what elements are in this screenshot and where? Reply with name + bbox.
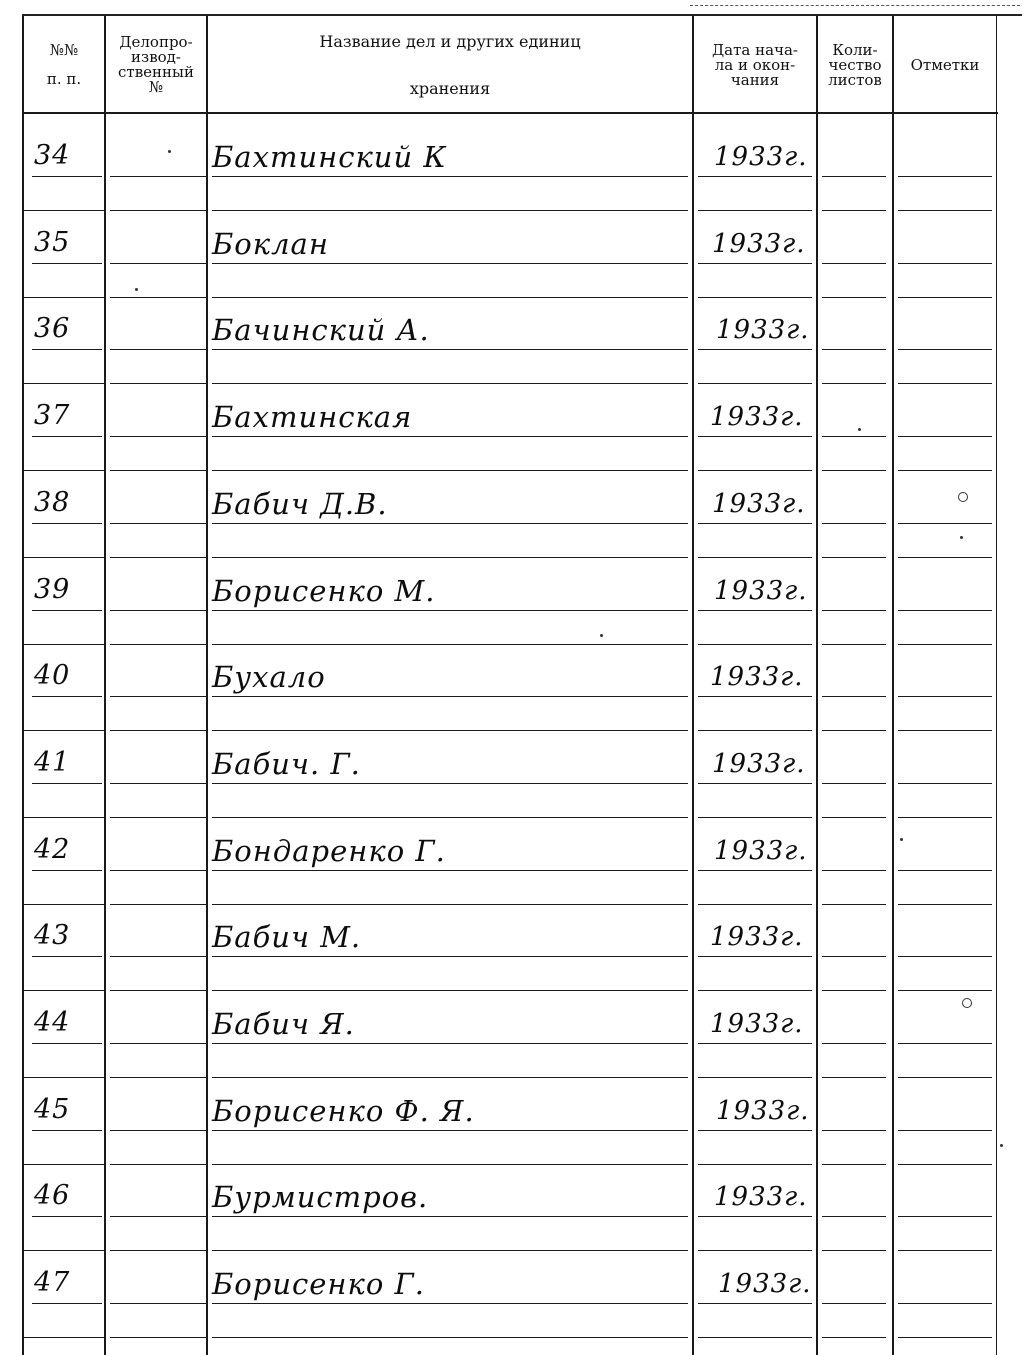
table-row [22,1158,998,1244]
header-title-line1: Название дел и других единиц [319,32,581,51]
row-name: Бабич. Г. [212,746,361,781]
ruled-line [110,1337,206,1338]
row-date: 1933г. [710,922,804,953]
ruled-line [822,1337,886,1338]
table-row [22,985,998,1071]
header-date-line3: чания [730,70,780,89]
row-number: 39 [34,573,71,605]
table-row [22,1072,998,1158]
header-title-line2: хранения [409,79,491,98]
row-number: 40 [34,660,71,692]
ruled-line [24,1337,104,1338]
row-number-underline [32,1130,102,1131]
header-divider [22,112,998,114]
table-row [22,205,998,291]
table-row [22,291,998,377]
row-date: 1933г. [716,1095,810,1126]
row-date: 1933г. [714,1182,808,1213]
header-sheet-count-line1: Коли- [832,40,878,59]
row-number-underline [32,349,102,350]
table-row [22,465,998,551]
row-date: 1933г. [716,315,810,346]
table-row [22,812,998,898]
row-number-underline [32,523,102,524]
header-sheet-count-line2: чество [828,55,882,74]
row-date: 1933г. [710,1009,804,1039]
row-number-underline [32,870,102,871]
scan-speck [1000,1144,1003,1147]
row-number: 38 [34,486,71,518]
row-number-underline [32,956,102,957]
row-number: 43 [34,920,71,952]
row-date: 1933г. [712,748,806,779]
row-date: 1933г. [710,662,804,693]
top-rule-dash [690,5,1020,6]
row-name: Бабич М. [212,920,362,955]
row-number: 41 [34,746,71,778]
row-name: Бурмистров. [212,1180,429,1215]
header-notes [894,18,996,112]
row-number-underline [32,783,102,784]
top-rule [22,14,1022,16]
row-date: 1933г. [714,835,808,866]
table-row [22,552,998,638]
scan-speck [900,838,903,841]
header-sheet-count-line3: листов [828,70,882,89]
row-name: Бабич Я. [212,1007,355,1041]
scan-speck [858,428,861,431]
row-number: 34 [34,140,71,171]
row-number: 47 [34,1267,71,1299]
table-row [22,725,998,811]
table-row [22,1245,998,1331]
row-date: 1933г. [718,1269,812,1300]
header-doc-number-line2: извод- [131,48,181,66]
header-date [694,18,816,112]
row-name: Бахтинская [212,400,413,435]
row-number: 36 [34,313,71,345]
header-doc-number-line1: Делопро- [119,33,193,51]
row-date: 1933г. [714,575,808,606]
ruled-line [698,1337,812,1338]
table-row [22,898,998,984]
header-sheet-count [818,18,892,112]
row-number: 35 [34,226,71,258]
table-row [22,638,998,724]
scan-speck [168,150,171,153]
row-date: 1933г. [714,142,808,172]
ruled-line [898,1337,992,1338]
header-date-line2: ла и окон- [714,55,796,74]
row-number-underline [32,696,102,697]
row-number: 37 [34,400,71,432]
header-number [24,18,104,112]
row-number-underline [32,176,102,177]
row-number: 42 [34,833,71,865]
header-title [208,18,692,112]
row-date: 1933г. [712,228,806,259]
row-number-underline [32,436,102,437]
table-row [22,378,998,464]
scan-speck [600,634,603,637]
header-number-line1: №№ [49,41,79,59]
row-number: 45 [34,1093,71,1125]
row-name: Бахтинский К [212,140,447,174]
row-date: 1933г. [712,488,806,519]
scan-speck [135,288,138,291]
header-doc-number-line4: № [148,78,164,96]
scan-mark [962,998,972,1008]
row-number-underline [32,1043,102,1044]
row-name: Бабич Д.В. [212,486,388,521]
row-number-underline [32,1303,102,1304]
row-name: Борисенко М. [212,573,436,608]
table-row [22,118,998,204]
scan-mark [958,492,968,502]
row-number-underline [32,610,102,611]
row-name: Боклан [212,226,329,261]
row-number-underline [32,263,102,264]
row-name: Бачинский А. [212,313,430,348]
row-number-underline [32,1216,102,1217]
header-date-line1: Дата нача- [711,40,798,59]
row-name: Борисенко Ф. Я. [212,1093,475,1128]
row-number: 46 [34,1180,71,1212]
row-date: 1933г. [710,402,804,433]
row-number: 44 [34,1007,71,1038]
scan-speck [960,536,963,539]
row-name: Бондаренко Г. [212,833,446,868]
row-name: Бухало [212,660,326,695]
header-doc-number-line3: ственный [118,63,194,81]
header-doc-number [106,18,206,112]
ruled-line [212,1337,688,1338]
row-name: Борисенко Г. [212,1267,425,1302]
header-number-line2: п. п. [46,70,82,88]
header-notes-label: Отметки [910,55,980,74]
